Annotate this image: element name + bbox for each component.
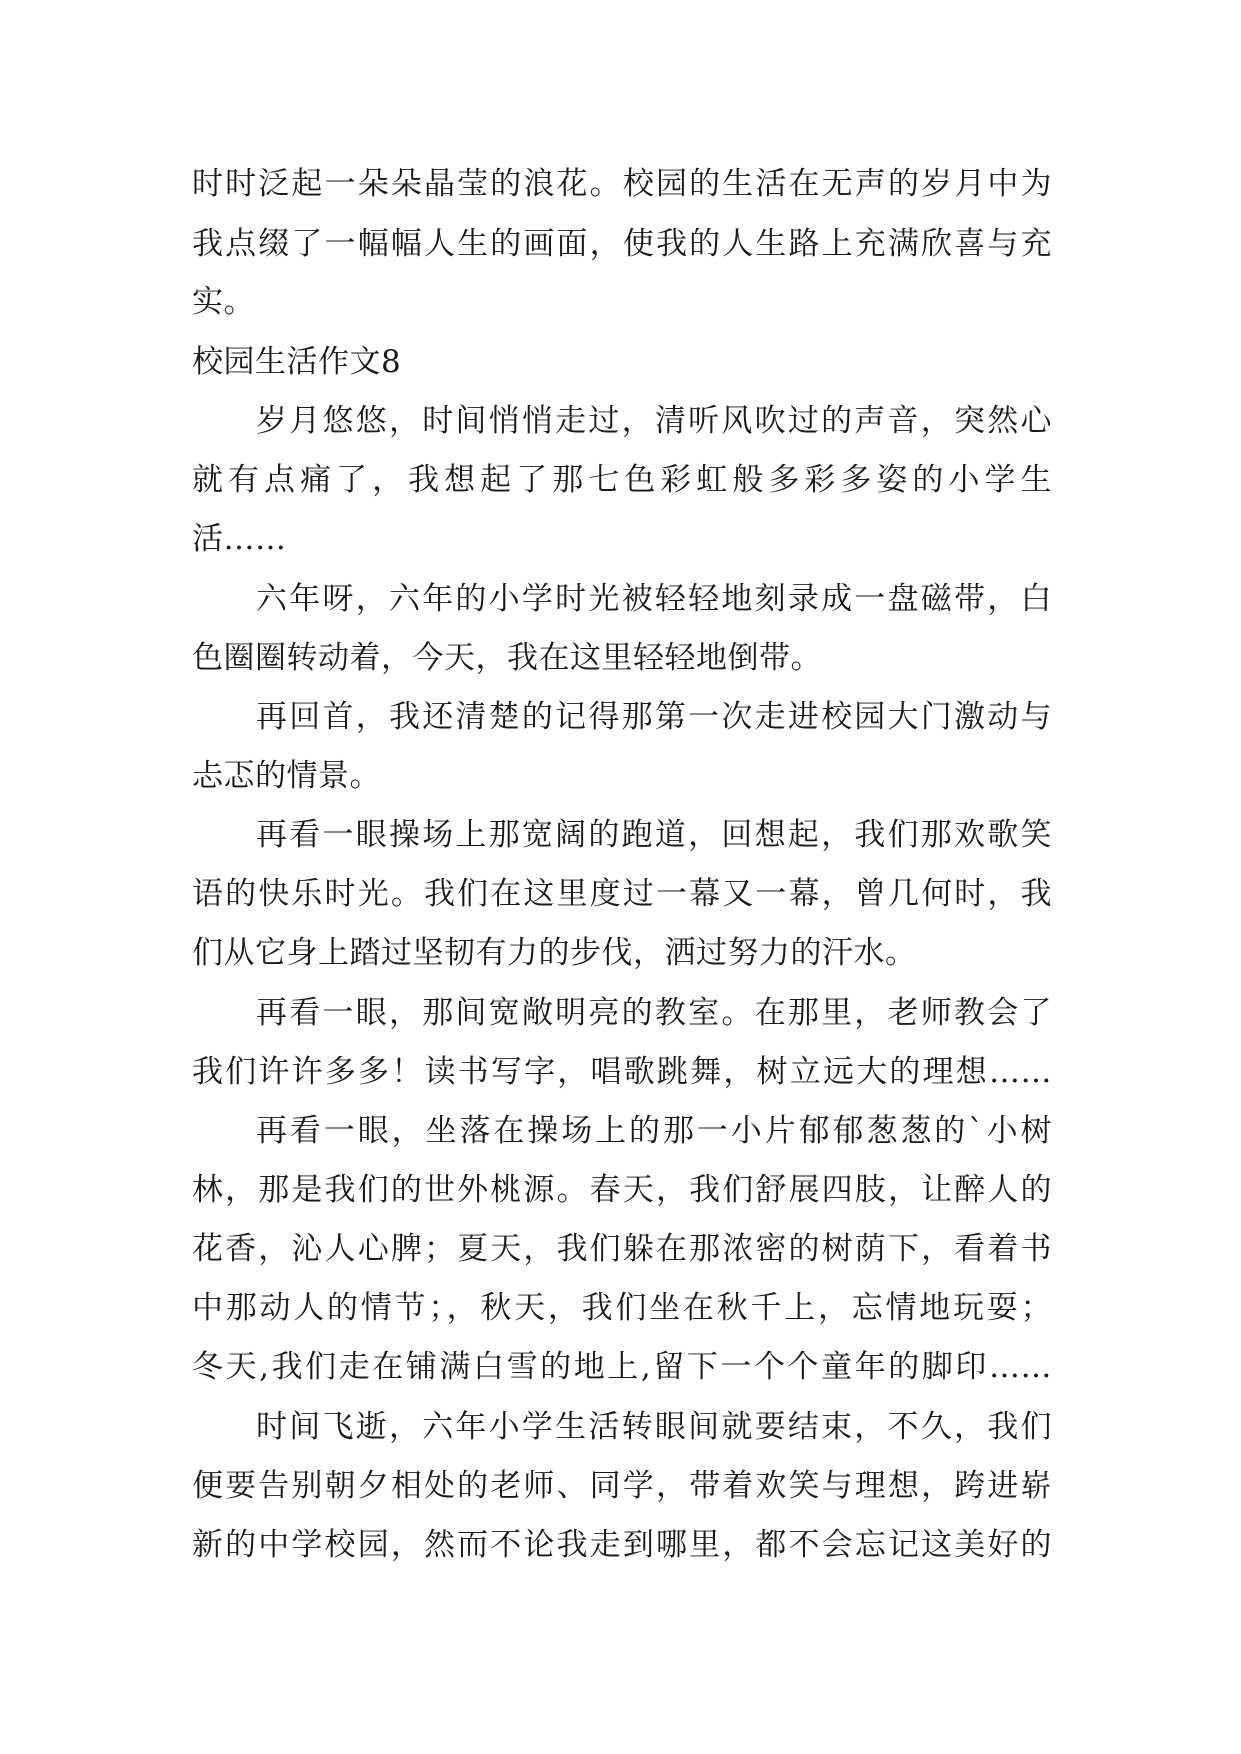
text-line: 时时泛起一朵朵晶莹的浪花。校园的生活在无声的岁月中为 [192,166,1052,202]
paragraph-first-line: 时间飞逝，六年小学生活转眼间就要结束，不久，我们 [256,1409,1052,1445]
text-line: 忐忑的情景。 [192,758,381,794]
text-line: 中那动人的情节；，秋天，我们坐在秋千上，忘情地玩耍； [192,1290,1052,1326]
text-line: 实。 [192,284,255,320]
paragraph-first-line: 再看一眼操场上那宽阔的跑道，回想起，我们那欢歌笑 [256,817,1052,853]
text-line: 们从它身上踏过坚韧有力的步伐，洒过努力的汗水。 [192,935,917,971]
paragraph-first-line: 再看一眼，坐落在操场上的那一小片郁郁葱葱的`小树 [256,1113,1052,1149]
text-line: 花香，沁人心脾；夏天，我们躲在那浓密的树荫下，看着书 [192,1231,1052,1267]
section-heading: 校园生活作文8 [192,344,402,380]
paragraph-first-line: 再回首，我还清楚的记得那第一次走进校园大门激动与 [256,699,1052,735]
text-line: 林，那是我们的世外桃源。春天，我们舒展四肢，让醉人的 [192,1172,1052,1208]
text-line: 便要告别朝夕相处的老师、同学，带着欢笑与理想，跨进崭 [192,1468,1052,1504]
text-line: 就有点痛了，我想起了那七色彩虹般多彩多姿的小学生 [192,462,1052,498]
text-line: 我点缀了一幅幅人生的画面，使我的人生路上充满欣喜与充 [192,226,1052,262]
paragraph-first-line: 岁月悠悠，时间悄悄走过，清听风吹过的声音，突然心 [256,403,1052,439]
text-line: 冬天,我们走在铺满白雪的地上,留下一个个童年的脚印…… [192,1349,1052,1385]
paragraph-first-line: 再看一眼，那间宽敞明亮的教室。在那里，老师教会了 [256,995,1052,1031]
text-line: 新的中学校园，然而不论我走到哪里，都不会忘记这美好的 [192,1527,1052,1563]
text-line: 活…… [192,521,287,557]
text-line: 色圈圈转动着，今天，我在这里轻轻地倒带。 [192,640,822,676]
paragraph-first-line: 六年呀，六年的小学时光被轻轻地刻录成一盘磁带，白 [256,581,1052,617]
text-line: 语的快乐时光。我们在这里度过一幕又一幕，曾几何时，我 [192,876,1052,912]
text-line: 我们许许多多！读书写字，唱歌跳舞，树立远大的理想…… [192,1054,1052,1090]
